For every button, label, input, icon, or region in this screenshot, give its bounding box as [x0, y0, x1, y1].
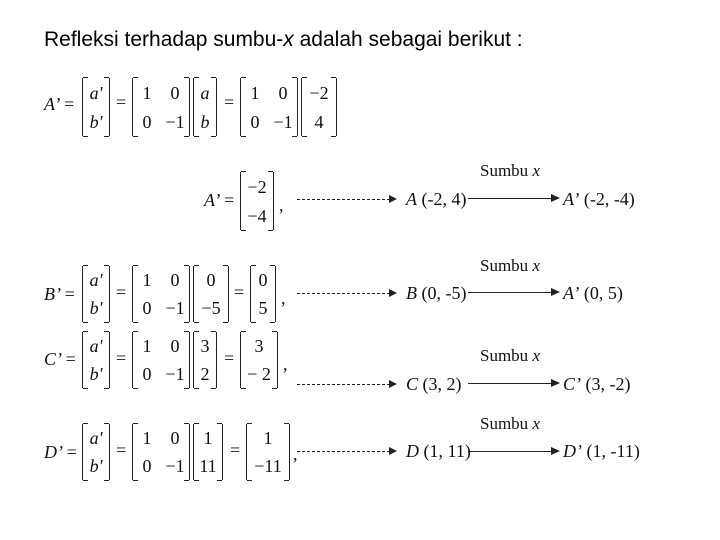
matrix-cell: 3 [254, 336, 264, 356]
matrix-cell: −5 [201, 298, 221, 318]
reflection-arrow [468, 383, 558, 384]
matrix-cell: 0 [170, 270, 180, 290]
dashed-arrow [297, 384, 395, 385]
matrix-cell: b [200, 111, 210, 132]
matrix-cell: 1 [142, 82, 152, 103]
reflected-point: D’ (1, -11) [563, 441, 640, 461]
matrix-cell: − 2 [247, 364, 271, 384]
matrix-image-point [82, 424, 110, 480]
row-label: A’ = [44, 94, 75, 114]
matrix-cell: b' [89, 456, 103, 476]
original-point: A (-2, 4) [406, 189, 467, 209]
matrix-original-point [301, 78, 337, 136]
equals-sign: = [116, 440, 127, 460]
matrix-cell: 2 [200, 364, 210, 384]
matrix-cell: b' [89, 298, 103, 318]
equals-sign: = [224, 92, 235, 112]
page-title: Refleksi terhadap sumbu-x adalah sebagai berikut : [44, 28, 523, 51]
matrix-cell: −1 [165, 298, 185, 318]
matrix-cell: −4 [247, 205, 267, 226]
axis-label: Sumbu x [480, 161, 540, 180]
matrix-cell: −1 [165, 364, 185, 384]
axis-label: Sumbu x [480, 256, 540, 275]
matrix-image-point [250, 266, 276, 322]
equals-sign: = [234, 282, 245, 302]
matrix-cell: −11 [254, 456, 282, 476]
matrix-cell: b' [89, 111, 103, 132]
matrix-cell: 3 [200, 336, 210, 356]
equals-sign: = [224, 348, 235, 368]
reflected-point: C’ (3, -2) [563, 374, 631, 394]
matrix-cell: 1 [250, 82, 260, 103]
matrix-cell: 0 [170, 428, 180, 448]
matrix-reflection [132, 424, 190, 480]
matrix-reflection [240, 78, 298, 136]
matrix-reflection [132, 78, 190, 136]
equals-sign: = [116, 282, 127, 302]
reflected-point: A’ (0, 5) [563, 283, 623, 303]
matrix-cell: −1 [273, 111, 293, 132]
axis-label: Sumbu x [480, 414, 540, 433]
axis-label: Sumbu x [480, 346, 540, 365]
matrix-cell: 1 [142, 270, 152, 290]
matrix-cell: 0 [142, 111, 152, 132]
matrix-cell: 0 [278, 82, 288, 103]
matrix-original-point [193, 424, 223, 480]
equals-sign: = [230, 440, 241, 460]
matrix-cell: 0 [170, 82, 180, 103]
row-label: A’ = [204, 190, 235, 210]
matrix-cell: −1 [165, 111, 185, 132]
matrix-image-point [82, 266, 110, 322]
matrix-original-point [193, 332, 217, 388]
matrix-cell: 0 [142, 456, 152, 476]
reflection-arrow [468, 198, 558, 199]
reflection-arrow [468, 451, 558, 452]
row-label: C’ = [44, 349, 77, 369]
reflected-point: A’ (-2, -4) [563, 189, 635, 209]
comma: , [279, 195, 284, 215]
matrix-image-point [240, 172, 274, 230]
original-point: D (1, 11) [406, 441, 471, 461]
comma: , [283, 354, 288, 374]
matrix-reflection [132, 332, 190, 388]
dashed-arrow [297, 451, 395, 452]
matrix-cell: 0 [250, 111, 260, 132]
original-point: B (0, -5) [406, 283, 467, 303]
matrix-cell: a' [89, 82, 103, 103]
matrix-cell: 1 [142, 336, 152, 356]
matrix-original-point [193, 78, 217, 136]
matrix-cell: 0 [142, 364, 152, 384]
matrix-image-point [240, 332, 278, 388]
comma: , [281, 288, 286, 308]
matrix-cell: b' [89, 364, 103, 384]
matrix-cell: a' [89, 270, 103, 290]
matrix-cell: 1 [142, 428, 152, 448]
matrix-cell: 1 [203, 428, 213, 448]
matrix-cell: 5 [258, 298, 268, 318]
matrix-cell: −2 [309, 82, 329, 103]
matrix-cell: 11 [199, 456, 217, 476]
matrix-image-point [82, 78, 110, 136]
row-label: B’ = [44, 284, 76, 304]
matrix-image-point [246, 424, 290, 480]
row-label: D’ = [44, 442, 78, 462]
comma: , [293, 444, 298, 464]
dashed-arrow [297, 293, 395, 294]
equals-sign: = [116, 92, 127, 112]
matrix-cell: a [200, 82, 210, 103]
dashed-arrow [297, 199, 395, 200]
matrix-cell: −1 [165, 456, 185, 476]
matrix-cell: −2 [247, 176, 267, 197]
original-point: C (3, 2) [406, 374, 462, 394]
matrix-cell: a' [89, 336, 103, 356]
matrix-cell: 0 [206, 270, 216, 290]
matrix-cell: 0 [258, 270, 268, 290]
matrix-cell: a' [89, 428, 103, 448]
equals-sign: = [116, 348, 127, 368]
reflection-arrow [468, 292, 558, 293]
matrix-original-point [193, 266, 229, 322]
matrix-cell: 0 [142, 298, 152, 318]
matrix-cell: 0 [170, 336, 180, 356]
matrix-cell: 4 [314, 111, 324, 132]
matrix-image-point [82, 332, 110, 388]
matrix-reflection [132, 266, 190, 322]
matrix-cell: 1 [263, 428, 273, 448]
